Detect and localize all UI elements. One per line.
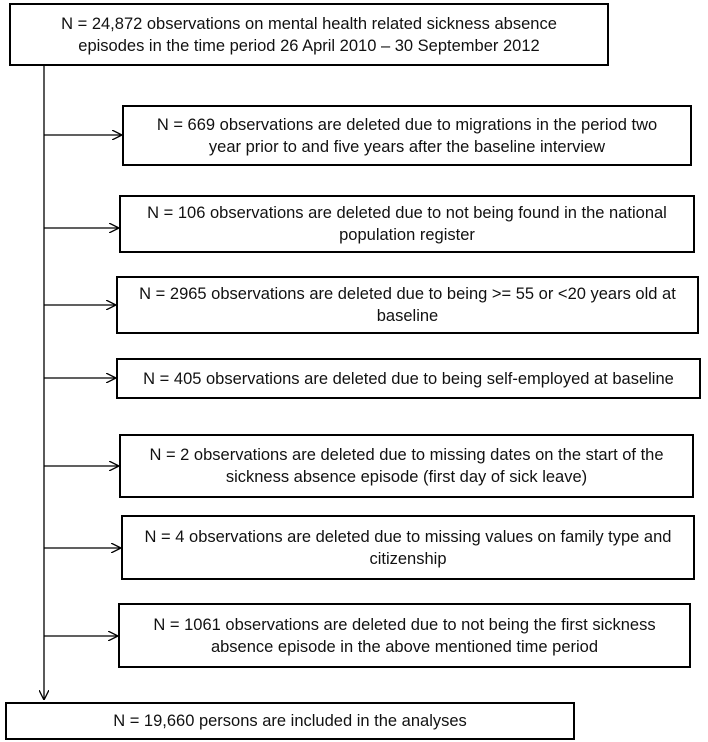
exclusion-box-missing-values-line-1: N = 4 observations are deleted due to missing values on family type and: [144, 527, 672, 546]
exclusion-box-migrations: [122, 105, 692, 166]
exclusion-box-not-first-episode-line-2: absence episode in the above mentioned time period: [210, 637, 599, 656]
exclusion-box-missing-values: [121, 515, 695, 580]
start-box: [9, 3, 609, 66]
exclusion-box-migrations-line-2: year prior to and five years after the baseline interview: [208, 137, 606, 156]
exclusion-box-population-register-line-1: N = 106 observations are deleted due to not being found in the national: [147, 204, 667, 222]
exclusion-box-missing-dates-line-1: N = 2 observations are deleted due to missing dates on the start of the: [149, 446, 664, 464]
start-box-line-1: N = 24,872 observations on mental health related sickness absence: [61, 14, 557, 33]
exclusion-box-self-employed: [116, 358, 701, 399]
exclusion-box-missing-dates-line-2: sickness absence episode (first day of sick leave): [225, 468, 588, 486]
exclusion-box-age-line-2: baseline: [376, 307, 439, 325]
exclusion-box-migrations-line-1: N = 669 observations are deleted due to migrations in the period two: [156, 115, 658, 134]
exclusion-box-age-line-1: N = 2965 observations are deleted due to being >= 55 or <20 years old at: [139, 285, 676, 303]
exclusion-box-population-register-line-2: population register: [339, 226, 475, 244]
exclusion-box-missing-dates: [119, 434, 694, 498]
end-box: [5, 702, 575, 740]
exclusion-box-self-employed-line-1: N = 405 observations are deleted due to being self-employed at baseline: [143, 369, 674, 388]
end-box-line-1: N = 19,660 persons are included in the analyses: [113, 712, 467, 730]
exclusion-box-missing-values-line-2: citizenship: [369, 549, 447, 568]
exclusion-box-not-first-episode: [118, 603, 691, 668]
exclusion-box-not-first-episode-line-1: N = 1061 observations are deleted due to not being the first sickness: [153, 615, 656, 634]
start-box-line-2: episodes in the time period 26 April 2010 – 30 September 2012: [78, 36, 540, 55]
exclusion-box-population-register: [119, 195, 695, 253]
exclusion-box-age: [116, 276, 699, 334]
